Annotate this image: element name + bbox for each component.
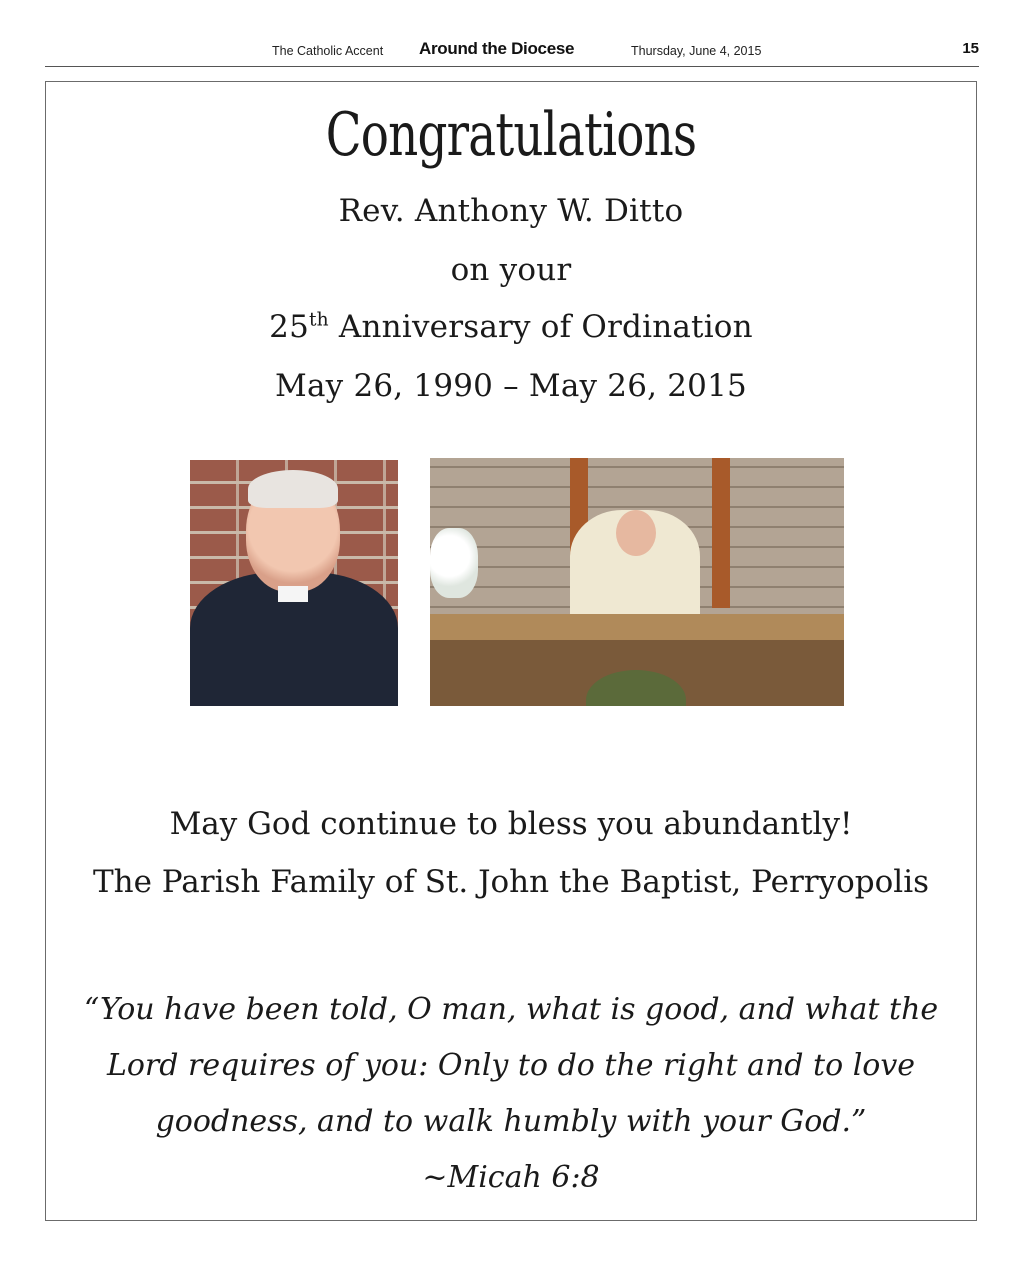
quote-line: Lord requires of you: Only to do the right and to love	[106, 1048, 916, 1083]
page-header	[45, 36, 979, 67]
blessing-text: May God continue to bless you abundantly!	[169, 806, 853, 842]
ad-title: Congratulations	[325, 100, 697, 170]
anniversary-number: 25	[269, 309, 309, 345]
honoree-name: Rev. Anthony W. Ditto	[338, 193, 684, 229]
signature-text: The Parish Family of St. John the Baptist, Perryopolis	[92, 864, 930, 900]
quote-citation: ~Micah 6:8	[422, 1160, 600, 1195]
anniversary-line	[46, 309, 976, 345]
page-number: 15	[962, 40, 979, 57]
congratulations-ad	[45, 81, 977, 1221]
anniversary-text: Anniversary of Ordination	[338, 309, 753, 345]
issue-date: Thursday, June 4, 2015	[631, 44, 762, 58]
quote-line: “You have been told, O man, what is good, and what the	[83, 992, 939, 1027]
on-your-text: on your	[450, 252, 572, 288]
section-title: Around the Diocese	[419, 39, 575, 58]
publication-name: The Catholic Accent	[272, 44, 384, 58]
date-range: May 26, 1990 – May 26, 2015	[275, 368, 747, 404]
altar-photo	[430, 458, 844, 706]
quote-line: goodness, and to walk humbly with your God.”	[155, 1104, 867, 1139]
portrait-photo	[190, 460, 398, 706]
anniversary-suffix: th	[309, 309, 329, 331]
